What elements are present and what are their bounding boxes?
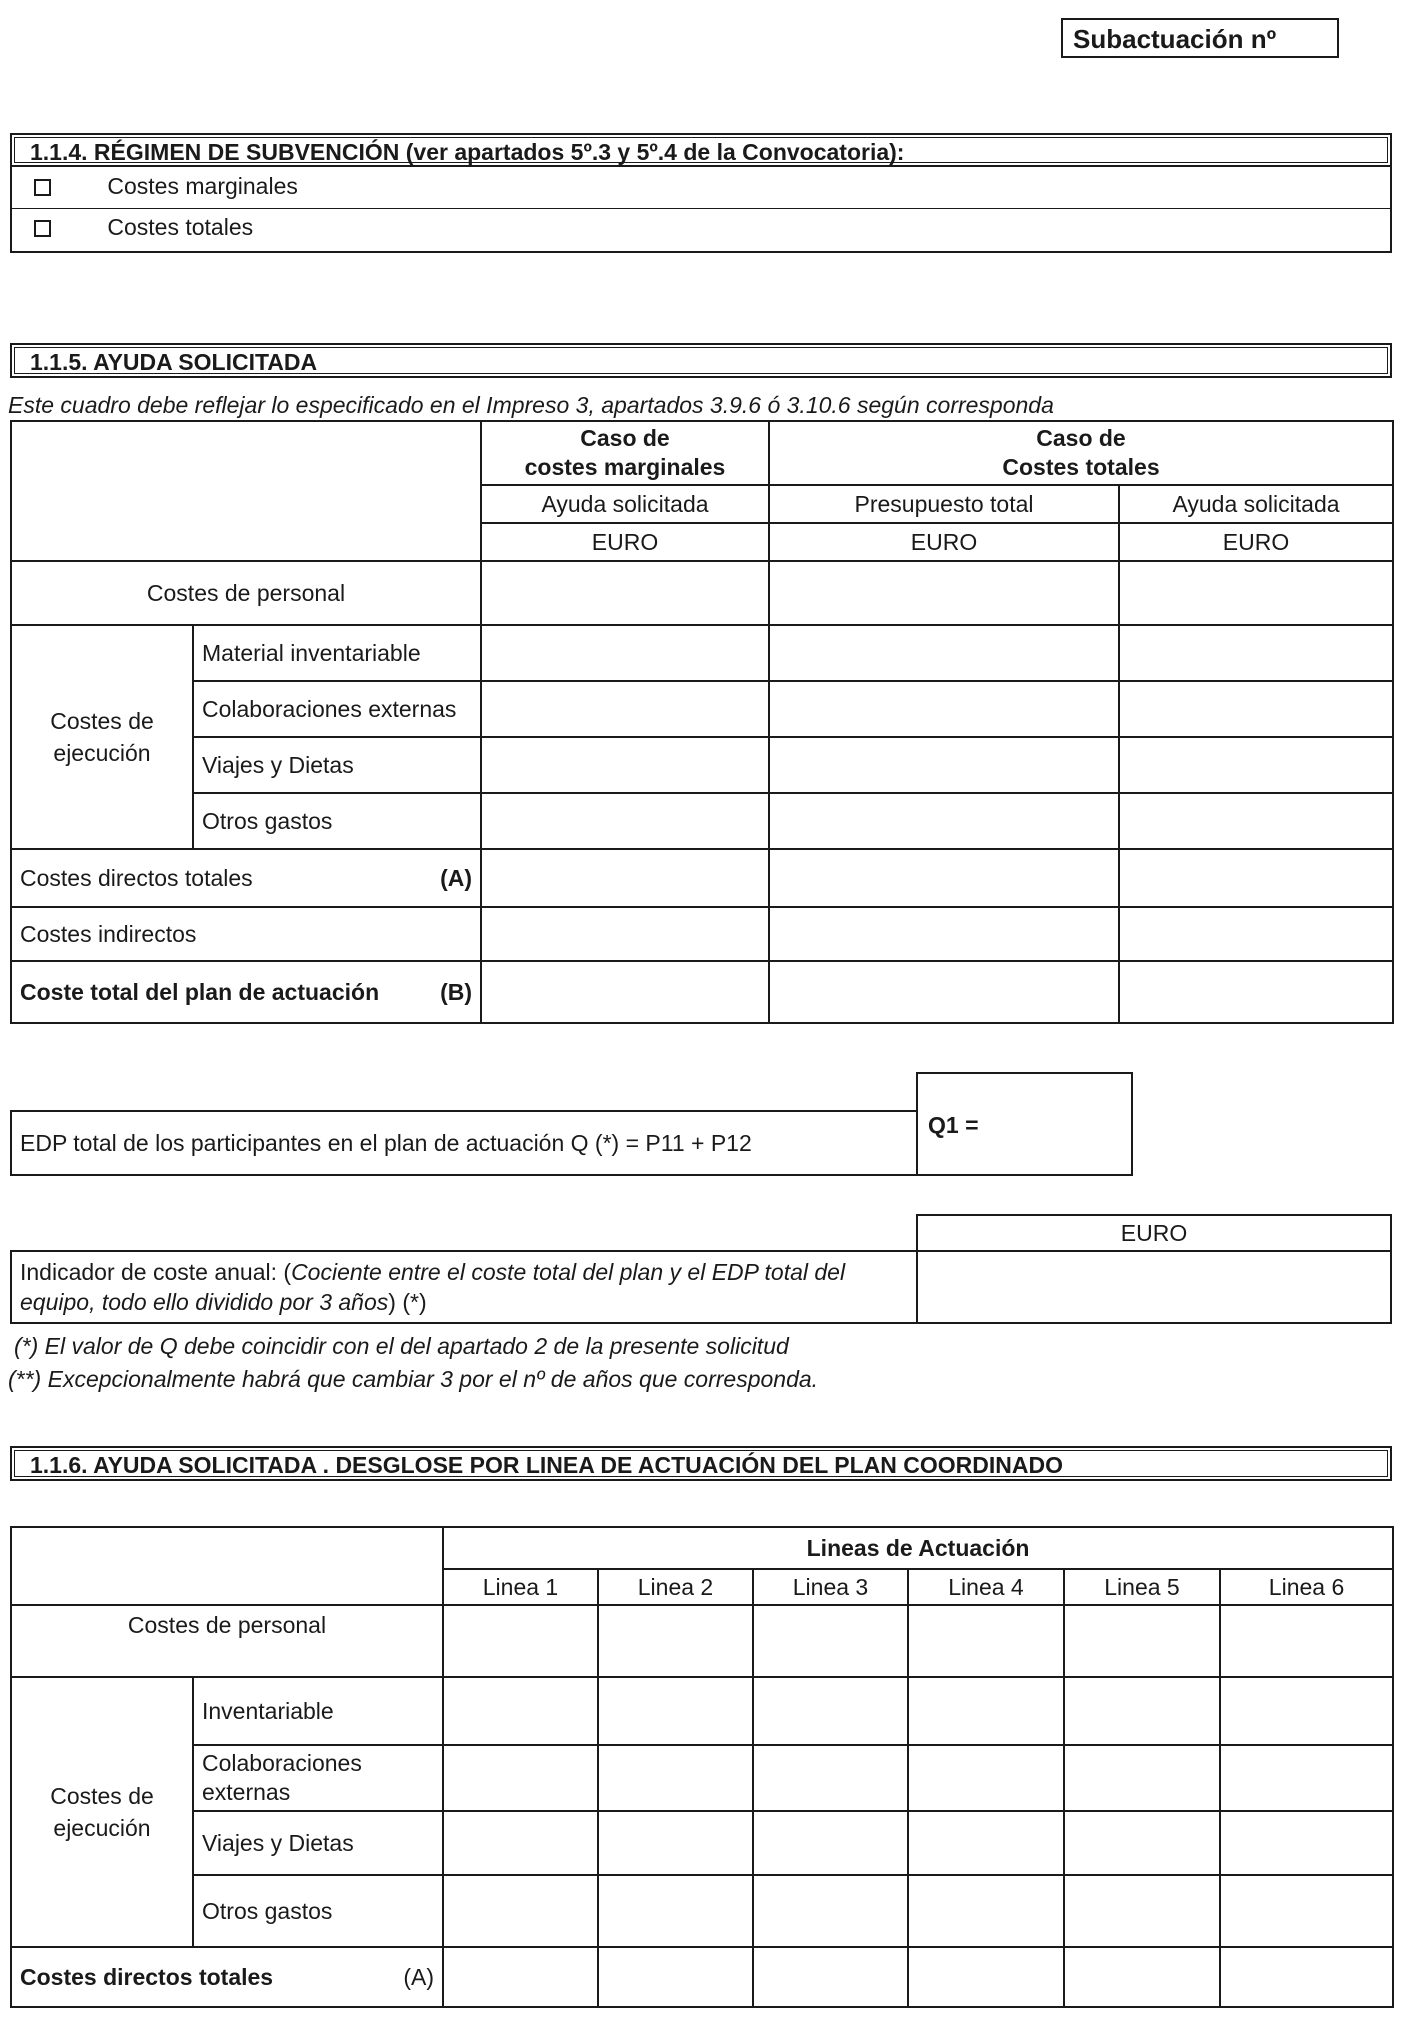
input-cell[interactable] xyxy=(769,849,1119,907)
row-total-cost-label: Coste total del plan de actuación xyxy=(20,978,380,1005)
row-personal-label: Costes de personal xyxy=(11,1605,443,1677)
section-114-header xyxy=(10,133,1392,167)
indicator-label-end: ) (*) xyxy=(388,1288,427,1315)
input-cell[interactable] xyxy=(769,561,1119,625)
line-header: Linea 3 xyxy=(753,1569,908,1605)
input-cell[interactable] xyxy=(1220,1811,1393,1875)
input-cell[interactable] xyxy=(1064,1875,1220,1947)
row-direct-costs xyxy=(11,1947,443,2007)
input-cell[interactable] xyxy=(598,1875,753,1947)
q1-box[interactable] xyxy=(916,1072,1133,1176)
row-execution-label: Viajes y Dietas xyxy=(193,1811,443,1875)
section-115-note: Este cuadro debe reflejar lo especificado en el Impreso 3, apartados 3.9.6 ó 3.10.6 según corresponda xyxy=(8,392,1054,418)
row-direct-costs-mark: (A) xyxy=(403,1963,434,1990)
input-cell[interactable] xyxy=(1119,849,1393,907)
option-marginal[interactable] xyxy=(34,173,298,200)
option-marginal-label: Costes marginales xyxy=(107,173,298,199)
input-cell[interactable] xyxy=(1119,793,1393,849)
line-header: Linea 1 xyxy=(443,1569,598,1605)
input-cell[interactable] xyxy=(443,1811,598,1875)
col-marginal-header: Caso de costes marginales xyxy=(481,421,769,485)
input-cell[interactable] xyxy=(443,1947,598,2007)
input-cell[interactable] xyxy=(598,1745,753,1811)
input-cell[interactable] xyxy=(769,681,1119,737)
row-execution-label: Otros gastos xyxy=(193,1875,443,1947)
blank-header-cell xyxy=(11,421,481,561)
group-execution-label: Costes de ejecución xyxy=(11,1677,193,1947)
edp-label-box xyxy=(10,1110,918,1176)
input-cell[interactable] xyxy=(1064,1677,1220,1745)
input-cell[interactable] xyxy=(908,1745,1064,1811)
subcol-aid-marginal: Ayuda solicitada xyxy=(481,485,769,523)
line-header: Linea 6 xyxy=(1220,1569,1393,1605)
input-cell[interactable] xyxy=(1220,1745,1393,1811)
q1-label: Q1 = xyxy=(928,1112,979,1138)
input-cell[interactable] xyxy=(481,907,769,961)
input-cell[interactable] xyxy=(769,625,1119,681)
row-direct-costs-mark: (A) xyxy=(440,864,472,891)
edp-label: EDP total de los participantes en el plan de actuación Q (*) = P11 + P12 xyxy=(20,1130,752,1156)
indicator-label-box xyxy=(10,1250,918,1324)
subcol-aid-total: Ayuda solicitada xyxy=(1119,485,1393,523)
indicator-value-cell[interactable] xyxy=(916,1250,1392,1324)
indicator-label-plain: Indicador de coste anual: ( xyxy=(20,1259,292,1285)
line-header: Linea 2 xyxy=(598,1569,753,1605)
input-cell[interactable] xyxy=(598,1677,753,1745)
input-cell[interactable] xyxy=(769,907,1119,961)
input-cell[interactable] xyxy=(1220,1605,1393,1677)
input-cell[interactable] xyxy=(1220,1677,1393,1745)
input-cell[interactable] xyxy=(908,1605,1064,1677)
input-cell[interactable] xyxy=(1119,907,1393,961)
line-header: Linea 5 xyxy=(1064,1569,1220,1605)
input-cell[interactable] xyxy=(1064,1947,1220,2007)
input-cell[interactable] xyxy=(1119,737,1393,793)
input-cell[interactable] xyxy=(753,1605,908,1677)
input-cell[interactable] xyxy=(1119,681,1393,737)
input-cell[interactable] xyxy=(481,681,769,737)
section-115-title: 1.1.5. AYUDA SOLICITADA xyxy=(30,349,318,375)
input-cell[interactable] xyxy=(769,961,1119,1023)
subsidy-options-box xyxy=(10,165,1392,253)
row-direct-costs-label: Costes directos totales xyxy=(20,1963,274,1990)
aid-requested-table xyxy=(10,420,1394,1024)
input-cell[interactable] xyxy=(1220,1875,1393,1947)
subcol-budget-total: Presupuesto total xyxy=(769,485,1119,523)
input-cell[interactable] xyxy=(481,737,769,793)
unit-cell: EURO xyxy=(769,523,1119,561)
input-cell[interactable] xyxy=(1119,561,1393,625)
row-indirect-costs-label: Costes indirectos xyxy=(11,907,481,961)
input-cell[interactable] xyxy=(1064,1745,1220,1811)
input-cell[interactable] xyxy=(908,1947,1064,2007)
input-cell[interactable] xyxy=(769,737,1119,793)
unit-cell: EURO xyxy=(481,523,769,561)
row-execution-label: Otros gastos xyxy=(193,793,481,849)
option-total[interactable] xyxy=(34,214,253,241)
input-cell[interactable] xyxy=(1220,1947,1393,2007)
input-cell[interactable] xyxy=(1064,1605,1220,1677)
input-cell[interactable] xyxy=(753,1875,908,1947)
input-cell[interactable] xyxy=(908,1811,1064,1875)
input-cell[interactable] xyxy=(1119,961,1393,1023)
row-personal-label: Costes de personal xyxy=(11,561,481,625)
section-114-title: 1.1.4. RÉGIMEN DE SUBVENCIÓN (ver apartados 5º.3 y 5º.4 de la Convocatoria): xyxy=(30,139,905,165)
row-total-cost xyxy=(11,961,481,1023)
input-cell[interactable] xyxy=(908,1875,1064,1947)
option-total-label: Costes totales xyxy=(107,214,254,240)
input-cell[interactable] xyxy=(481,849,769,907)
input-cell[interactable] xyxy=(443,1605,598,1677)
input-cell[interactable] xyxy=(1064,1811,1220,1875)
section-116-title: 1.1.6. AYUDA SOLICITADA . DESGLOSE POR LINEA DE ACTUACIÓN DEL PLAN COORDINADO xyxy=(30,1452,1063,1478)
input-cell[interactable] xyxy=(753,1745,908,1811)
row-direct-costs-label: Costes directos totales xyxy=(20,864,253,891)
input-cell[interactable] xyxy=(908,1677,1064,1745)
input-cell[interactable] xyxy=(443,1875,598,1947)
row-execution-label: Inventariable xyxy=(193,1677,443,1745)
blank-header-cell xyxy=(11,1527,443,1605)
col-total-header: Caso de Costes totales xyxy=(769,421,1393,485)
indicator-unit-cell: EURO xyxy=(916,1214,1392,1252)
input-cell[interactable] xyxy=(481,625,769,681)
section-116-header xyxy=(10,1446,1392,1481)
row-execution-label: Viajes y Dietas xyxy=(193,737,481,793)
input-cell[interactable] xyxy=(753,1677,908,1745)
indicator-label-italic: Cociente entre el coste total del plan y el EDP total del equipo, todo ello dividido por 3 años xyxy=(20,1259,846,1315)
input-cell[interactable] xyxy=(598,1811,753,1875)
input-cell[interactable] xyxy=(1119,625,1393,681)
input-cell[interactable] xyxy=(753,1811,908,1875)
input-cell[interactable] xyxy=(443,1745,598,1811)
checkbox-total[interactable] xyxy=(34,220,51,237)
subaction-label: Subactuación nº xyxy=(1073,24,1277,54)
input-cell[interactable] xyxy=(481,793,769,849)
row-execution-label: Material inventariable xyxy=(193,625,481,681)
input-cell[interactable] xyxy=(598,1605,753,1677)
row-execution-label: Colaboraciones externas xyxy=(193,681,481,737)
unit-cell: EURO xyxy=(1119,523,1393,561)
lines-header: Lineas de Actuación xyxy=(443,1527,1393,1569)
breakdown-table xyxy=(10,1526,1394,2008)
input-cell[interactable] xyxy=(753,1947,908,2007)
input-cell[interactable] xyxy=(481,561,769,625)
group-execution-label: Costes de ejecución xyxy=(11,625,193,849)
line-header: Linea 4 xyxy=(908,1569,1064,1605)
subaction-number-box[interactable] xyxy=(1061,18,1339,58)
row-direct-costs xyxy=(11,849,481,907)
input-cell[interactable] xyxy=(598,1947,753,2007)
section-115-header xyxy=(10,343,1392,378)
row-execution-label: Colaboraciones externas xyxy=(193,1745,443,1811)
input-cell[interactable] xyxy=(481,961,769,1023)
input-cell[interactable] xyxy=(769,793,1119,849)
checkbox-marginal[interactable] xyxy=(34,179,51,196)
footnote-2: (**) Excepcionalmente habrá que cambiar 3 por el nº de años que corresponda. xyxy=(8,1366,819,1392)
footnote-1: (*) El valor de Q debe coincidir con el del apartado 2 de la presente solicitud xyxy=(14,1333,789,1359)
row-total-cost-mark: (B) xyxy=(440,978,472,1005)
input-cell[interactable] xyxy=(443,1677,598,1745)
